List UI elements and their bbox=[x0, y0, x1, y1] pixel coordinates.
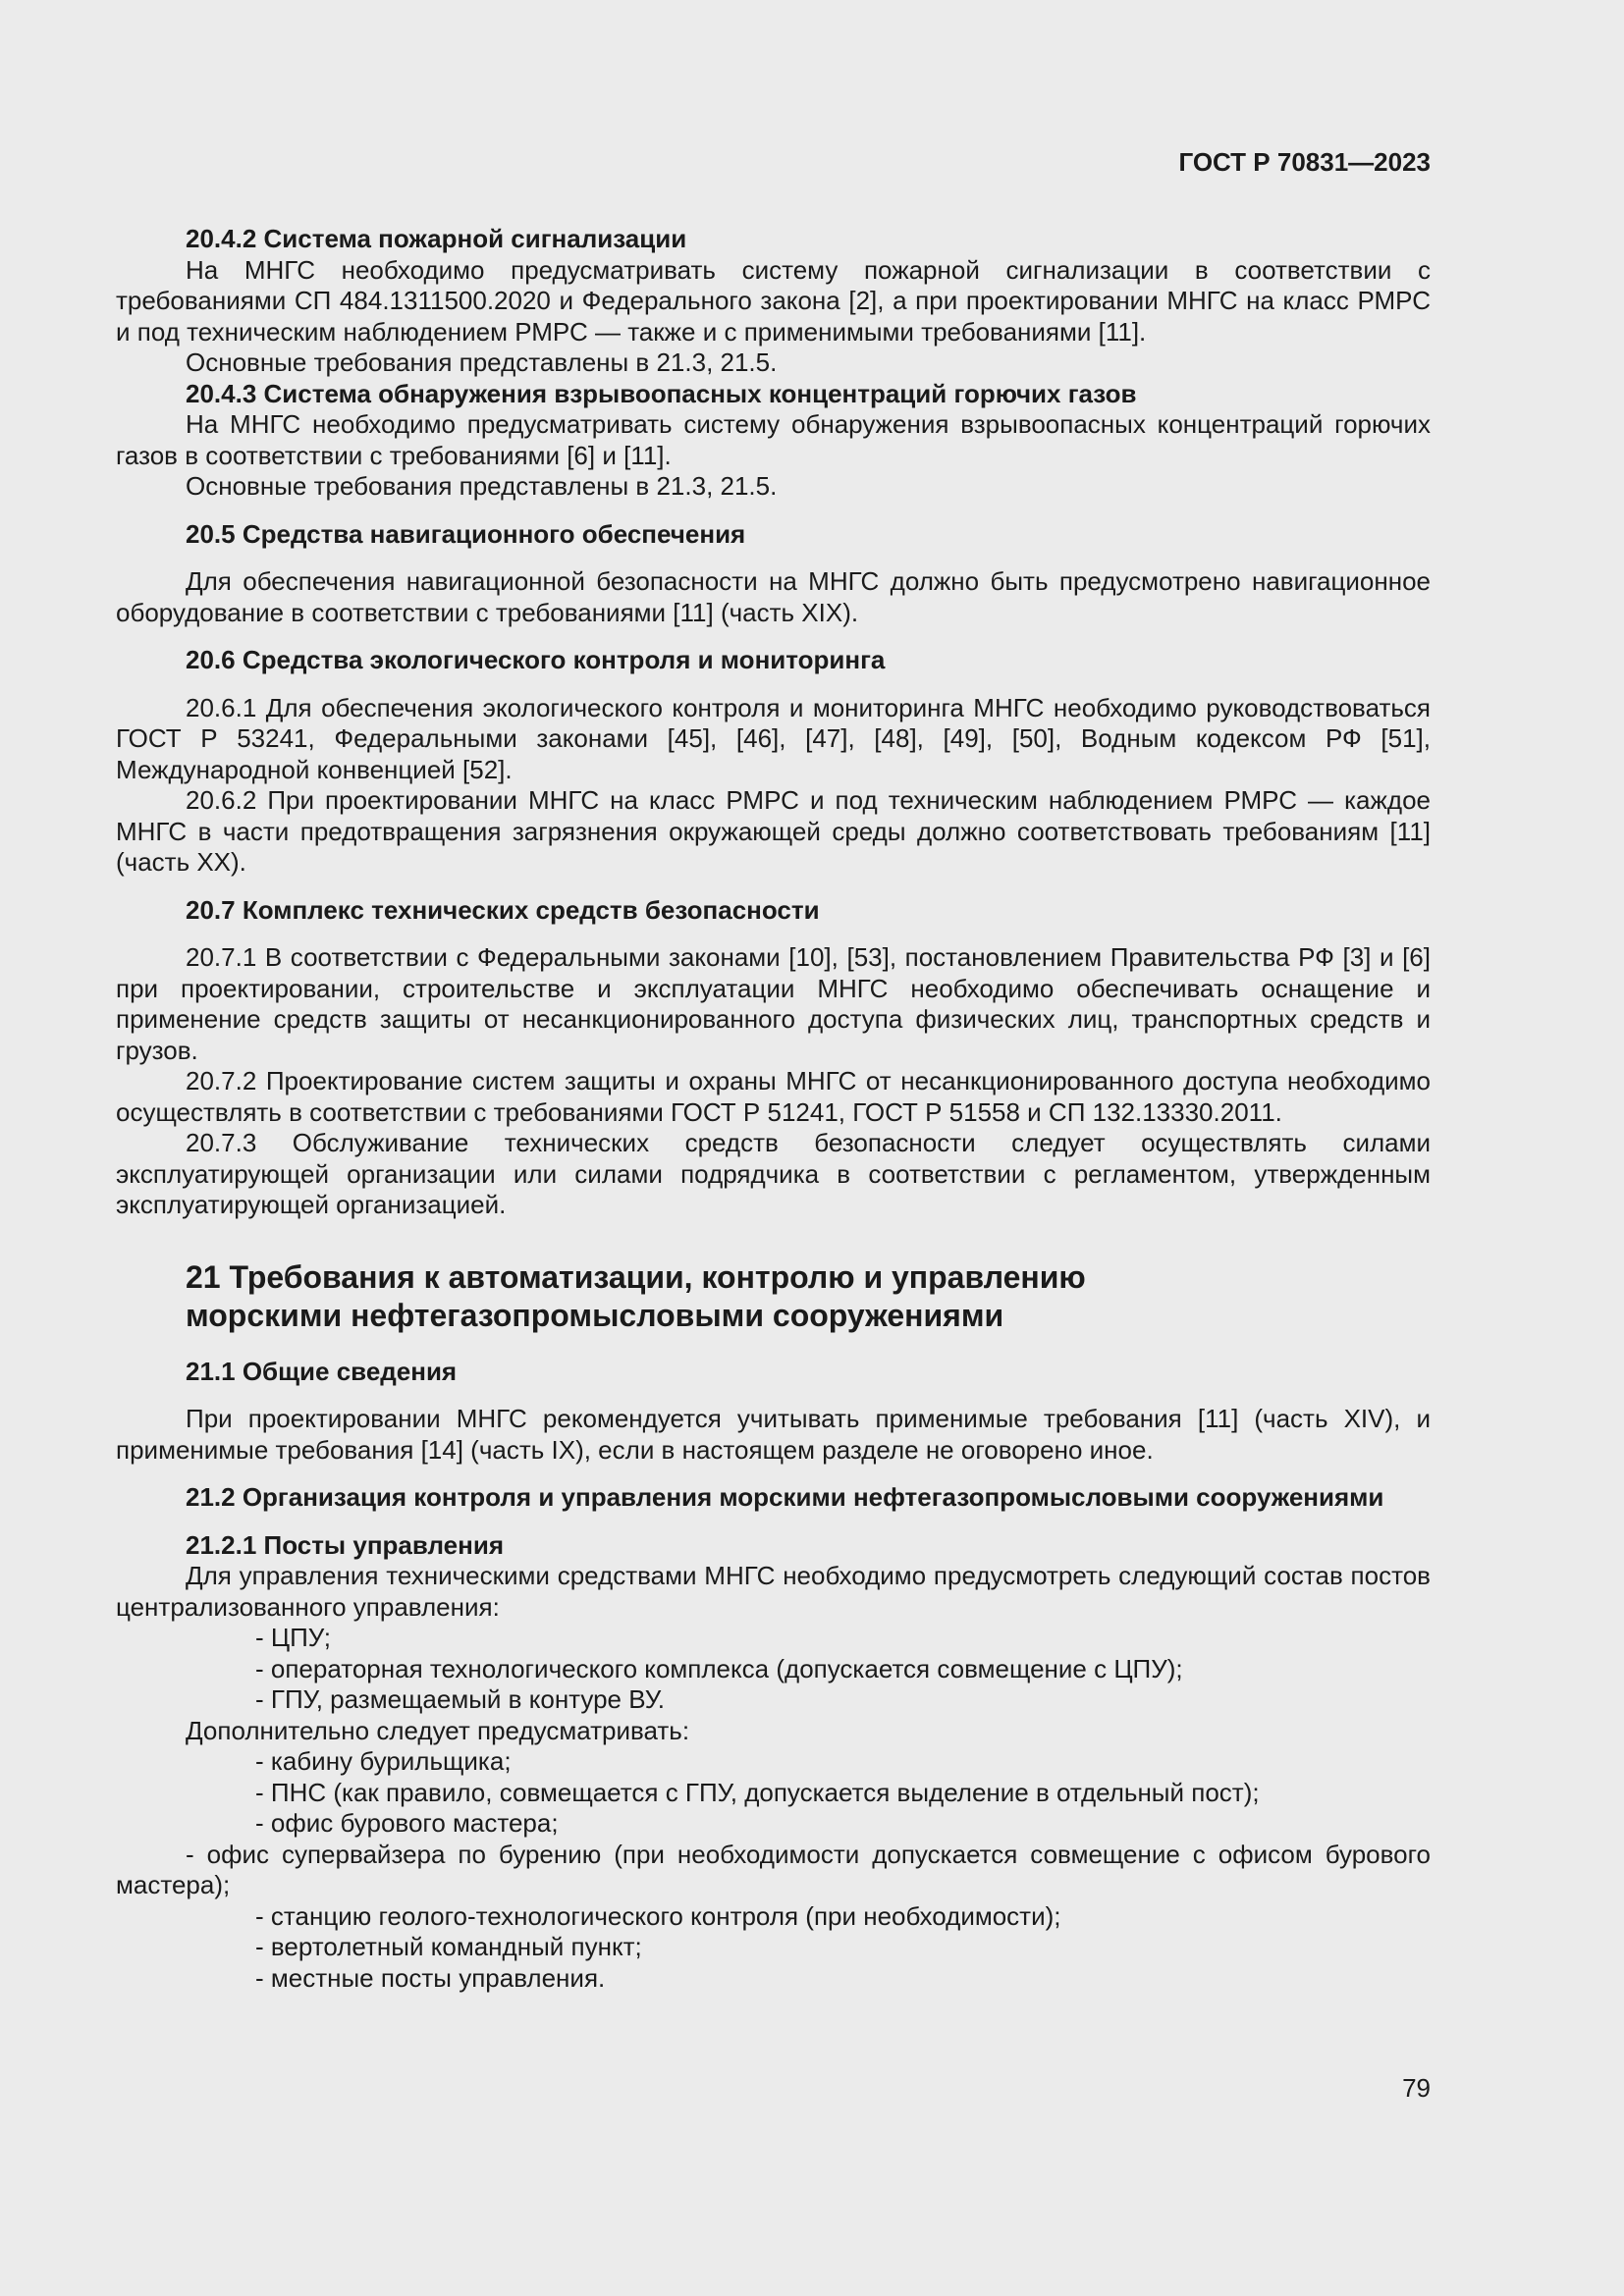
chapter-heading-line: 21 Требования к автоматизации, контролю и управлению bbox=[186, 1258, 1086, 1295]
paragraph: 20.6.2 При проектировании МНГС на класс РМРС и под техническим наблюдением РМРС — каждое МНГС в части предотвращения загрязнения окружающей среды должно соответствовать требованиям [11] (часть XX). bbox=[116, 785, 1431, 877]
list-item: - ГПУ, размещаемый в контуре ВУ. bbox=[255, 1684, 666, 1714]
paragraph: Для управления техническими средствами МНГС необходимо предусмотреть следующий состав постов централизованного управления: bbox=[116, 1561, 1431, 1622]
list-item: - ПНС (как правило, совмещается с ГПУ, допускается выделение в отдельный пост); bbox=[255, 1777, 1260, 1807]
section-heading-20-5: 20.5 Средства навигационного обеспечения bbox=[186, 518, 746, 549]
paragraph: На МНГС необходимо предусматривать систему пожарной сигнализации в соответствии с требованиями СП 484.1311500.2020 и Федерального закона [2], а при проектировании МНГС на класс РМРС и под техническим наблюдением РМРС — также и с применимыми требованиями [11]. bbox=[116, 254, 1431, 347]
list-item: - кабину бурильщика; bbox=[255, 1746, 512, 1776]
chapter-heading-21 bbox=[116, 1258, 1431, 1335]
section-heading-20-4-3: 20.4.3 Система обнаружения взрывоопасных концентраций горючих газов bbox=[186, 378, 1137, 408]
chapter-heading-line: морскими нефтегазопромысловыми сооружениями bbox=[186, 1297, 1004, 1333]
section-heading-20-6: 20.6 Средства экологического контроля и мониторинга bbox=[186, 645, 886, 674]
list-item: - офис супервайзера по бурению (при необходимости допускается совмещение с офисом бурового мастера); bbox=[116, 1839, 1431, 1899]
paragraph: Основные требования представлены в 21.3, 21.5. bbox=[186, 471, 778, 501]
paragraph: 20.7.3 Обслуживание технических средств безопасности следует осуществлять силами эксплуатирующей организации или силами подрядчика в соответствии с регламентом, утвержденным эксплуатирующей организацией. bbox=[116, 1128, 1431, 1219]
section-heading-21-2: 21.2 Организация контроля и управления морскими нефтегазопромысловыми сооружениями bbox=[186, 1482, 1384, 1512]
paragraph: Для обеспечения навигационной безопасности на МНГС должно быть предусмотрено навигационное оборудование в соответствии с требованиями [11] (часть XIX). bbox=[116, 566, 1431, 627]
list-item: - ЦПУ; bbox=[255, 1623, 331, 1652]
list-item: - офис бурового мастера; bbox=[255, 1808, 559, 1838]
list-item: - местные посты управления. bbox=[255, 1962, 606, 1993]
section-heading-20-4-2: 20.4.2 Система пожарной сигнализации bbox=[186, 224, 687, 253]
paragraph: Дополнительно следует предусматривать: bbox=[186, 1715, 690, 1745]
section-heading-21-1: 21.1 Общие сведения bbox=[186, 1356, 458, 1386]
list-item: - операторная технологического комплекса (допускается совмещение с ЦПУ); bbox=[255, 1653, 1183, 1683]
paragraph: Основные требования представлены в 21.3, 21.5. bbox=[186, 347, 778, 377]
paragraph: 20.7.1 В соответствии с Федеральными законами [10], [53], постановлением Правительства РФ [3] и [6] при проектировании, строительстве и эксплуатации МНГС необходимо обеспечивать оснащение и применение средств защиты от несанкционированного доступа физических лиц, транспортных средств и грузов. bbox=[116, 942, 1431, 1065]
document-header: ГОСТ Р 70831—2023 bbox=[1178, 147, 1431, 177]
list-item: - вертолетный командный пункт; bbox=[255, 1932, 642, 1961]
paragraph: 20.7.2 Проектирование систем защиты и охраны МНГС от несанкционированного доступа необходимо осуществлять в соответствии с требованиями ГОСТ Р 51241, ГОСТ Р 51558 и СП 132.13330.2011. bbox=[116, 1066, 1431, 1127]
page-number: 79 bbox=[1402, 2073, 1431, 2103]
list-item: - станцию геолого-технологического контроля (при необходимости); bbox=[255, 1900, 1061, 1931]
section-heading-20-7: 20.7 Комплекс технических средств безопасности bbox=[186, 894, 820, 925]
section-heading-21-2-1: 21.2.1 Посты управления bbox=[186, 1529, 504, 1560]
paragraph: 20.6.1 Для обеспечения экологического контроля и мониторинга МНГС необходимо руководствоваться ГОСТ Р 53241, Федеральными законами [45], [46], [47], [48], [49], [50], Водным кодексом РФ [51], Международной конвенцией [52]. bbox=[116, 692, 1431, 784]
paragraph: При проектировании МНГС рекомендуется учитывать применимые требования [11] (часть XIV), и применимые требования [14] (часть IX), если в настоящем разделе не оговорено иное. bbox=[116, 1404, 1431, 1465]
paragraph: На МНГС необходимо предусматривать систему обнаружения взрывоопасных концентраций горючих газов в соответствии с требованиями [6] и [11]. bbox=[116, 409, 1431, 470]
document-body bbox=[116, 224, 1431, 1994]
